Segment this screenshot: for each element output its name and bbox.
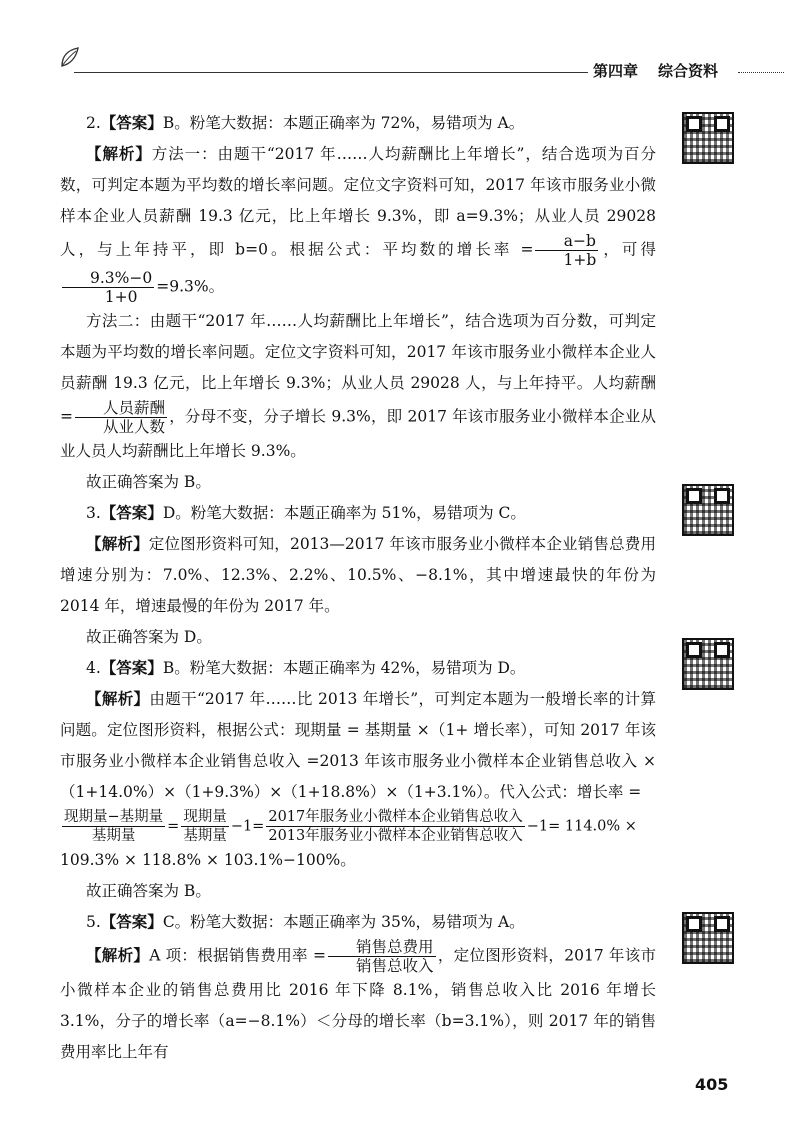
q4-conclusion: 故正确答案为 B。 bbox=[86, 882, 211, 900]
analysis-tag: 【解析】 bbox=[86, 690, 150, 708]
analysis-tag: 【解析】 bbox=[86, 946, 150, 965]
chapter-heading bbox=[593, 60, 718, 81]
analysis-tag: 【解析】 bbox=[86, 145, 152, 163]
fraction: $\frac{\text{2017年服务业小微样本企业销售总收入}}{\text{2013年服务业小微样本企业销售总收入}}$ bbox=[268, 809, 523, 844]
q2-analysis: 【解析】方法一：由题干“2017 年……人均薪酬比上年增长”，结合选项为百分数，可判定本题为平均数的增长率问题。定位文字资料可知，2017 年该市服务业小微样本企业人员薪酬 19.3 亿元，比上年增长 9.3%，即 a=9.3%；从业人员 29028 人，与上年持平，即 b=0。根据公式：平均数的增长率 = $\frac{a-b}{1+b}$ ，可得 $\frac{9.3\%-0}{1+0}$ =9.3%。 bbox=[60, 145, 656, 306]
answer-tag: 【答案】 bbox=[100, 114, 163, 132]
qr-code-q3[interactable] bbox=[682, 484, 734, 536]
q2-answer: 2.【答案】B。粉笔大数据：本题正确率为 72%，易错项为 A。 bbox=[86, 114, 525, 132]
analysis-tag: 【解析】 bbox=[86, 535, 149, 553]
qr-code-q4[interactable] bbox=[682, 638, 734, 690]
q4-formula: $\frac{\text{现期量−基期量}}{\text{基期量}}$ = $\frac{\text{现期量}}{\text{基期量}}$ −1= $\frac{\text{2017年服务业小微样本企业销售总收入}}{\text{2013年服务业小微样本企业销售总收入}}$ −1= 114.0% × bbox=[64, 809, 637, 844]
page-content bbox=[60, 108, 656, 1068]
page-header bbox=[0, 0, 800, 90]
header-rule bbox=[74, 72, 588, 73]
q2-conclusion: 故正确答案为 B。 bbox=[86, 473, 211, 491]
answer-tag: 【答案】 bbox=[100, 913, 163, 931]
q4-formula-cont: 109.3% × 118.8% × 103.1%−100%。 bbox=[60, 851, 356, 869]
q4-analysis: 【解析】由题干“2017 年……比 2013 年增长”，可判定本题为一般增长率的计算问题。定位图形资料，根据公式：现期量 = 基期量 ×（1+ 增长率），可知 2017 年该市服务业小微样本企业销售总收入 =2013 年该市服务业小微样本企业销售总收入 ×（1+14.0%）×（1+9.3%）×（1+18.8%）×（1+3.1%）。代入公式：增长率 = bbox=[60, 690, 656, 801]
q2-method2: 方法二：由题干“2017 年……人均薪酬比上年增长”，结合选项为百分数，可判定本题为平均数的增长率问题。定位文字资料可知，2017 年该市服务业小微样本企业人员薪酬 19.3 亿元，比上年增长 9.3%；从业人员 29028 人，与上年持平。人均薪酬 = $\frac{\text{人员薪酬}}{\text{从业人数}}$ ，分母不变，分子增长 9.3%，即 2017 年该市服务业小微样本企业从业人员人均薪酬比上年增长 9.3%。 bbox=[60, 312, 656, 460]
answer-tag: 【答案】 bbox=[100, 659, 163, 677]
leaf-icon bbox=[58, 44, 82, 68]
q3-answer: 3.【答案】D。粉笔大数据：本题正确率为 51%，易错项为 C。 bbox=[86, 504, 526, 522]
q3-analysis: 【解析】定位图形资料可知，2013—2017 年该市服务业小微样本企业销售总费用增速分别为：7.0%、12.3%、2.2%、10.5%、−8.1%，其中增速最快的年份为 2014 年，增速最慢的年份为 2017 年。 bbox=[60, 535, 656, 615]
q5-answer: 5.【答案】C。粉笔大数据：本题正确率为 35%，易错项为 A。 bbox=[86, 913, 525, 931]
qr-code-q5[interactable] bbox=[682, 912, 734, 964]
answer-tag: 【答案】 bbox=[100, 504, 163, 522]
page-number: 405 bbox=[695, 1075, 729, 1094]
section-label: 综合资料 bbox=[658, 62, 719, 80]
fraction: $\frac{a-b}{1+b}$ bbox=[535, 232, 598, 269]
header-rule-dotted bbox=[738, 72, 784, 73]
q5-analysis: 【解析】A 项：根据销售费用率 = $\frac{\text{销售总费用}}{\text{销售总收入}}$ ，定位图形资料，2017 年该市小微样本企业的销售总费用比 2016 年下降 8.1%，销售总收入比 2016 年增长 3.1%，分子的增长率（a=−8.1%）＜分母的增长率（b=3.1%），则 2017 年的销售费用率比上年有 bbox=[60, 938, 656, 1061]
fraction: $\frac{\text{人员薪酬}}{\text{从业人数}}$ bbox=[75, 399, 167, 436]
qr-code-q2[interactable] bbox=[682, 112, 734, 164]
fraction: $\frac{\text{销售总费用}}{\text{销售总收入}}$ bbox=[328, 938, 436, 975]
fraction: $\frac{9.3\%-0}{1+0}$ bbox=[62, 269, 154, 306]
fraction: $\frac{\text{现期量}}{\text{基期量}}$ bbox=[183, 809, 227, 844]
q4-answer: 4.【答案】B。粉笔大数据：本题正确率为 42%，易错项为 D。 bbox=[86, 659, 526, 677]
q3-conclusion: 故正确答案为 D。 bbox=[86, 628, 212, 646]
fraction: $\frac{\text{现期量−基期量}}{\text{基期量}}$ bbox=[64, 809, 164, 844]
chapter-label: 第四章 bbox=[593, 62, 639, 80]
